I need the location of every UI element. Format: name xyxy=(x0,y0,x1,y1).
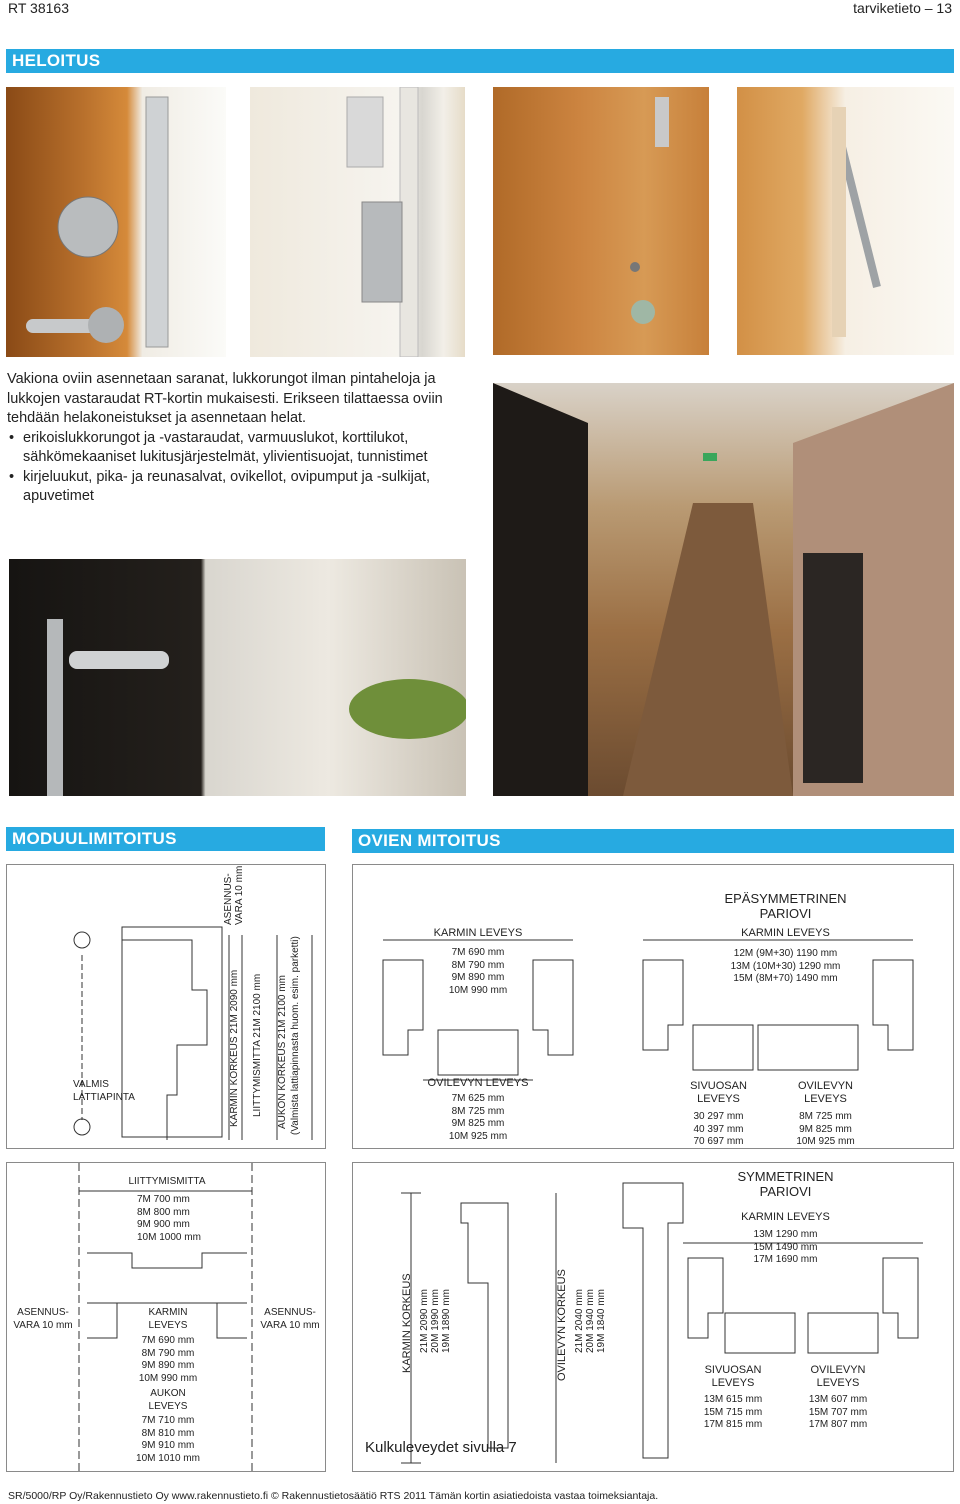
closer-arm-icon xyxy=(737,87,954,355)
karmin-korkeus-label: KARMIN KORKEUS 21M 2090 mm xyxy=(229,969,240,1127)
section-moduulimitoitus: MODUULIMITOITUS xyxy=(6,827,325,851)
karmin-leveys-h-dims: 7M 690 mm 8M 790 mm 9M 890 mm 10M 990 mm xyxy=(138,1335,198,1384)
intro-paragraph: Vakiona oviin asennetaan saranat, lukkorungot ilman pintaheloja ja lukkojen vastaraudat RT-kortin mukaisesti. Erikseen tilattaessa oviin tehdään helakoneistukset ja asennetaan helat. xyxy=(7,371,443,426)
bullet-item: • kirjeluukut, pika- ja reunasalvat, ovikellot, ovipumput ja -sulkijat, apuvetimet xyxy=(23,468,477,507)
valmis-lattiapinta-label: VALMIS LATTIAPINTA xyxy=(73,1079,135,1103)
hallway-scene-icon xyxy=(493,383,954,796)
sym-karmin-leveys-label: KARMIN LEVEYS xyxy=(741,1211,830,1223)
door-closer-icon xyxy=(493,87,709,355)
ovilevyn-leveys-label: OVILEVYN LEVEYS xyxy=(427,1077,529,1089)
asym-sivuosan-label: SIVUOSAN LEVEYS xyxy=(690,1080,747,1105)
section-ovien-mitoitus: OVIEN MITOITUS xyxy=(352,829,954,853)
ovilevyn-leveys-dims: 7M 625 mm 8M 725 mm 9M 825 mm 10M 925 mm xyxy=(448,1093,508,1142)
bullet-item: • erikoislukkorungot ja -vastaraudat, varmuuslukot, korttilukot, sähkömekaaniset lukitusjärjestelmät, ylivientisuojat, tunnistimet xyxy=(23,429,477,468)
hinge-photo xyxy=(250,87,465,357)
liittymismitta-label: LIITTYMISMITTA 21M 2100 mm xyxy=(252,973,263,1117)
karmin-korkeus-v-dims: 21M 2090 mm 20M 1990 mm 19M 1890 mm xyxy=(419,1289,452,1353)
asym-karmin-dims: 12M (9M+30) 1190 mm 13M (10M+30) 1290 mm 15M (8M+70) 1490 mm xyxy=(730,948,841,984)
hotel-door-photo xyxy=(9,559,466,796)
asym-title: EPÄSYMMETRINEN PARIOVI xyxy=(724,891,847,921)
page-footer: SR/5000/RP Oy/Rakennustieto Oy www.rakennustieto.fi © Rakennustietosäätiö RTS 2011 Tämän kortin asiatiedoista vastaa toimeksiantaja. xyxy=(8,1490,659,1502)
door-handle-icon xyxy=(9,559,466,796)
asym-ovilevyn-dims: 8M 725 mm 9M 825 mm 10M 925 mm xyxy=(796,1111,855,1147)
liittymismitta-h-dims: 7M 700 mm 8M 800 mm 9M 900 mm 10M 1000 mm xyxy=(137,1194,201,1243)
kulkuleveydet-note: Kulkuleveydet sivulla 7 xyxy=(365,1439,517,1456)
aukon-korkeus-label: AUKON KORKEUS 21M 2100 mm xyxy=(277,975,288,1129)
aukon-korkeus-note: (Valmista lattiapinnasta huom. esim. parketti) xyxy=(290,936,301,1135)
hallway-photo xyxy=(493,383,954,796)
sym-sivuosan-dims: 13M 615 mm 15M 715 mm 17M 815 mm xyxy=(703,1394,763,1430)
modular-horizontal-panel xyxy=(6,1162,326,1472)
section-heloitus: HELOITUS xyxy=(6,49,954,73)
door-dims-panel xyxy=(352,864,954,1149)
ovilevyn-korkeus-label: OVILEVYN KORKEUS xyxy=(556,1269,568,1381)
karmin-korkeus-v-label: KARMIN KORKEUS xyxy=(401,1273,413,1373)
ovilevyn-korkeus-dims: 21M 2040 mm 20M 1940 mm 19M 1840 mm xyxy=(574,1289,607,1353)
karmin-leveys-dims: 7M 690 mm 8M 790 mm 9M 890 mm 10M 990 mm xyxy=(448,947,508,996)
karmin-leveys-h-label: KARMIN LEVEYS xyxy=(148,1307,188,1331)
card-number: RT 38163 xyxy=(8,0,69,16)
karmin-leveys-label: KARMIN LEVEYS xyxy=(433,927,523,939)
intro-text xyxy=(7,370,477,507)
closer-photo xyxy=(737,87,954,355)
lock-photo xyxy=(6,87,226,357)
hinge-icon xyxy=(250,87,465,357)
asym-ovilevyn-label: OVILEVYN LEVEYS xyxy=(797,1080,854,1105)
sym-title: SYMMETRINEN PARIOVI xyxy=(737,1169,834,1199)
sym-ovilevyn-label: OVILEVYN LEVEYS xyxy=(810,1364,866,1389)
page-label: tarviketieto – 13 xyxy=(853,0,952,16)
aukon-leveys-label: AUKON LEVEYS xyxy=(148,1388,188,1412)
height-sym-panel xyxy=(352,1162,954,1472)
sym-ovilevyn-dims: 13M 607 mm 15M 707 mm 17M 807 mm xyxy=(808,1394,868,1430)
asennusvara-label: ASENNUS- VARA 10 mm xyxy=(223,865,245,925)
asennusvara-left-label: ASENNUS- VARA 10 mm xyxy=(13,1307,73,1331)
lock-hardware-icon xyxy=(6,87,226,357)
sym-sivuosan-label: SIVUOSAN LEVEYS xyxy=(704,1364,762,1389)
liittymismitta-h-label: LIITTYMISMITTA xyxy=(128,1176,206,1187)
sym-karmin-dims: 13M 1290 mm 15M 1490 mm 17M 1690 mm xyxy=(753,1229,818,1265)
asym-sivuosan-dims: 30 297 mm 40 397 mm 70 697 mm xyxy=(693,1111,744,1147)
intro-bullets xyxy=(7,429,477,507)
asennusvara-right-label: ASENNUS- VARA 10 mm xyxy=(260,1307,320,1331)
modular-vertical-panel xyxy=(6,864,326,1149)
aukon-leveys-dims: 7M 710 mm 8M 810 mm 9M 910 mm 10M 1010 mm xyxy=(136,1415,200,1464)
asym-karmin-leveys-label: KARMIN LEVEYS xyxy=(741,927,830,939)
wood-door-photo xyxy=(493,87,709,355)
